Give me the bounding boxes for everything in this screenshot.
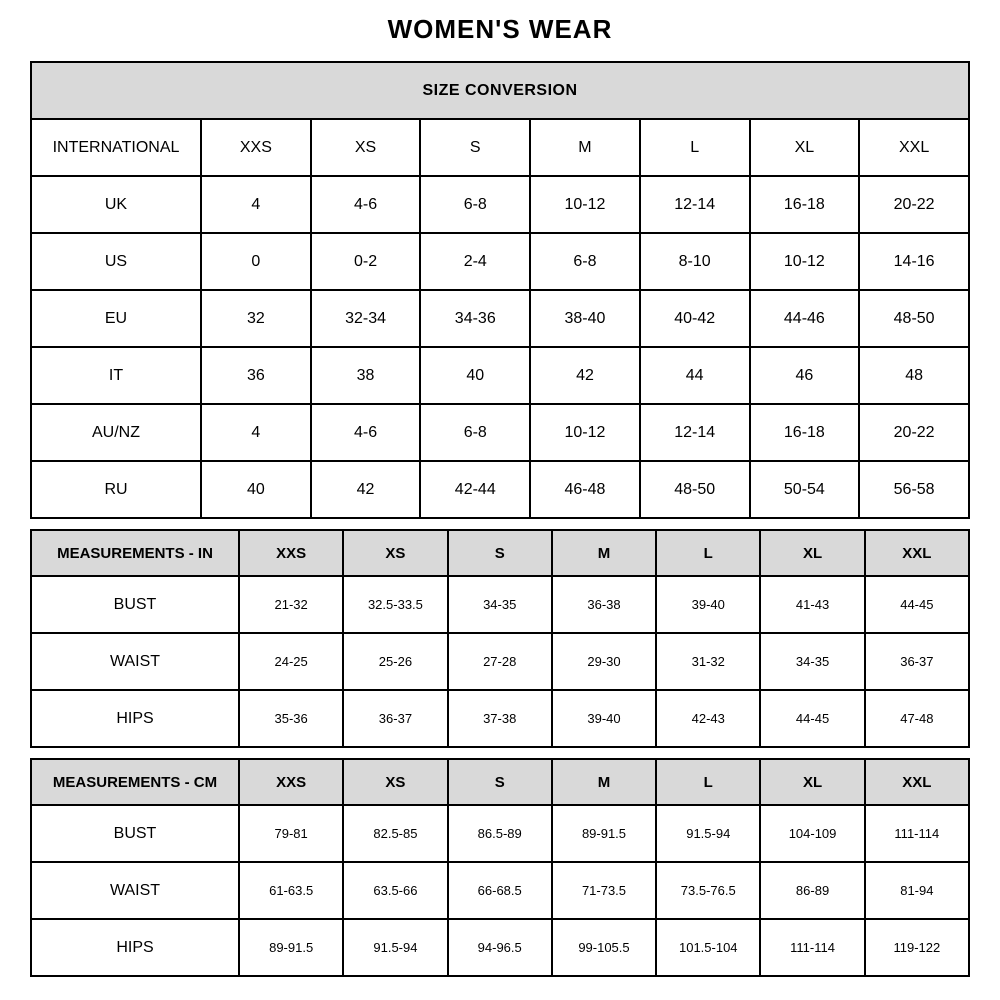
- column-header: XXL: [865, 759, 969, 805]
- measurements-in-table: [30, 529, 970, 748]
- table-cell: 24-25: [239, 633, 343, 690]
- corner-header: MEASUREMENTS - IN: [31, 530, 239, 576]
- table-cell: 32-34: [311, 290, 421, 347]
- column-header: XL: [760, 530, 864, 576]
- table-row: [31, 690, 969, 747]
- table-cell: 119-122: [865, 919, 969, 976]
- table-cell: 0: [201, 233, 311, 290]
- table-cell: 81-94: [865, 862, 969, 919]
- table-cell: 38: [311, 347, 421, 404]
- column-header: XXS: [239, 759, 343, 805]
- table-cell: 2-4: [420, 233, 530, 290]
- table-cell: 35-36: [239, 690, 343, 747]
- table-row: [31, 461, 969, 518]
- table-cell: 38-40: [530, 290, 640, 347]
- table-cell: 66-68.5: [448, 862, 552, 919]
- table-cell: 0-2: [311, 233, 421, 290]
- table-cell: 12-14: [640, 176, 750, 233]
- table-cell: 32.5-33.5: [343, 576, 447, 633]
- column-header: XS: [343, 530, 447, 576]
- table-row: [31, 290, 969, 347]
- row-label: RU: [31, 461, 201, 518]
- table-cell: 40-42: [640, 290, 750, 347]
- table-title: SIZE CONVERSION: [31, 62, 969, 119]
- table-cell: 4: [201, 404, 311, 461]
- table-cell: 56-58: [859, 461, 969, 518]
- table-row: [31, 805, 969, 862]
- table-header-row: [31, 119, 969, 176]
- column-header: L: [656, 530, 760, 576]
- column-header: XL: [760, 759, 864, 805]
- table-cell: 44-45: [760, 690, 864, 747]
- table-row: [31, 862, 969, 919]
- table-header-row: [31, 759, 969, 805]
- table-cell: 91.5-94: [656, 805, 760, 862]
- table-cell: 42-43: [656, 690, 760, 747]
- row-label: EU: [31, 290, 201, 347]
- table-cell: 20-22: [859, 176, 969, 233]
- measurements-cm-table: [30, 758, 970, 977]
- table-row: [31, 404, 969, 461]
- column-header: L: [656, 759, 760, 805]
- table-cell: 41-43: [760, 576, 864, 633]
- column-header: XS: [343, 759, 447, 805]
- table-cell: 10-12: [750, 233, 860, 290]
- row-label: WAIST: [31, 862, 239, 919]
- table-row: [31, 347, 969, 404]
- column-header: M: [552, 759, 656, 805]
- table-cell: 32: [201, 290, 311, 347]
- table-cell: 12-14: [640, 404, 750, 461]
- table-cell: 86.5-89: [448, 805, 552, 862]
- table-cell: 42: [311, 461, 421, 518]
- table-cell: 29-30: [552, 633, 656, 690]
- table-cell: 89-91.5: [239, 919, 343, 976]
- table-cell: 73.5-76.5: [656, 862, 760, 919]
- table-cell: 36-37: [865, 633, 969, 690]
- table-cell: 34-35: [760, 633, 864, 690]
- column-header: S: [448, 759, 552, 805]
- table-cell: 42: [530, 347, 640, 404]
- table-cell: 4-6: [311, 176, 421, 233]
- table-cell: 47-48: [865, 690, 969, 747]
- table-row: [31, 919, 969, 976]
- table-cell: 25-26: [343, 633, 447, 690]
- column-header: L: [640, 119, 750, 176]
- table-title-row: [31, 62, 969, 119]
- table-cell: 10-12: [530, 176, 640, 233]
- table-cell: 48-50: [640, 461, 750, 518]
- table-cell: 21-32: [239, 576, 343, 633]
- table-cell: 46-48: [530, 461, 640, 518]
- table-cell: 42-44: [420, 461, 530, 518]
- table-cell: 36-37: [343, 690, 447, 747]
- table-cell: 27-28: [448, 633, 552, 690]
- table-cell: 36: [201, 347, 311, 404]
- column-header: XS: [311, 119, 421, 176]
- table-cell: 111-114: [865, 805, 969, 862]
- row-label: HIPS: [31, 690, 239, 747]
- table-cell: 37-38: [448, 690, 552, 747]
- column-header: M: [552, 530, 656, 576]
- table-cell: 46: [750, 347, 860, 404]
- table-row: [31, 576, 969, 633]
- row-label: HIPS: [31, 919, 239, 976]
- table-cell: 40: [420, 347, 530, 404]
- table-cell: 6-8: [530, 233, 640, 290]
- row-label: IT: [31, 347, 201, 404]
- row-label: UK: [31, 176, 201, 233]
- table-cell: 34-36: [420, 290, 530, 347]
- table-cell: 48-50: [859, 290, 969, 347]
- table-cell: 91.5-94: [343, 919, 447, 976]
- table-cell: 36-38: [552, 576, 656, 633]
- row-label: AU/NZ: [31, 404, 201, 461]
- table-cell: 79-81: [239, 805, 343, 862]
- page-title: WOMEN'S WEAR: [387, 14, 613, 44]
- table-cell: 8-10: [640, 233, 750, 290]
- table-cell: 14-16: [859, 233, 969, 290]
- table-row: [31, 633, 969, 690]
- table-cell: 44: [640, 347, 750, 404]
- table-cell: 89-91.5: [552, 805, 656, 862]
- table-cell: 86-89: [760, 862, 864, 919]
- table-cell: 10-12: [530, 404, 640, 461]
- table-cell: 50-54: [750, 461, 860, 518]
- column-header: S: [420, 119, 530, 176]
- row-label: WAIST: [31, 633, 239, 690]
- table-cell: 40: [201, 461, 311, 518]
- table-cell: 101.5-104: [656, 919, 760, 976]
- table-cell: 34-35: [448, 576, 552, 633]
- column-header: M: [530, 119, 640, 176]
- column-header: XXS: [239, 530, 343, 576]
- table-cell: 48: [859, 347, 969, 404]
- column-header: XXL: [865, 530, 969, 576]
- column-header: XXS: [201, 119, 311, 176]
- row-label: BUST: [31, 805, 239, 862]
- table-cell: 20-22: [859, 404, 969, 461]
- table-row: [31, 233, 969, 290]
- corner-header: MEASUREMENTS - CM: [31, 759, 239, 805]
- table-cell: 111-114: [760, 919, 864, 976]
- table-cell: 6-8: [420, 404, 530, 461]
- table-cell: 4: [201, 176, 311, 233]
- table-header-row: [31, 530, 969, 576]
- table-cell: 39-40: [552, 690, 656, 747]
- table-cell: 44-45: [865, 576, 969, 633]
- table-cell: 63.5-66: [343, 862, 447, 919]
- corner-header: INTERNATIONAL: [31, 119, 201, 176]
- table-cell: 82.5-85: [343, 805, 447, 862]
- table-cell: 39-40: [656, 576, 760, 633]
- column-header: XL: [750, 119, 860, 176]
- table-cell: 16-18: [750, 404, 860, 461]
- table-cell: 6-8: [420, 176, 530, 233]
- column-header: XXL: [859, 119, 969, 176]
- row-label: US: [31, 233, 201, 290]
- table-cell: 104-109: [760, 805, 864, 862]
- table-cell: 99-105.5: [552, 919, 656, 976]
- table-row: [31, 176, 969, 233]
- column-header: S: [448, 530, 552, 576]
- table-cell: 44-46: [750, 290, 860, 347]
- table-cell: 71-73.5: [552, 862, 656, 919]
- table-cell: 61-63.5: [239, 862, 343, 919]
- table-cell: 4-6: [311, 404, 421, 461]
- size-conversion-table: [30, 61, 970, 519]
- table-cell: 16-18: [750, 176, 860, 233]
- row-label: BUST: [31, 576, 239, 633]
- table-cell: 94-96.5: [448, 919, 552, 976]
- table-cell: 31-32: [656, 633, 760, 690]
